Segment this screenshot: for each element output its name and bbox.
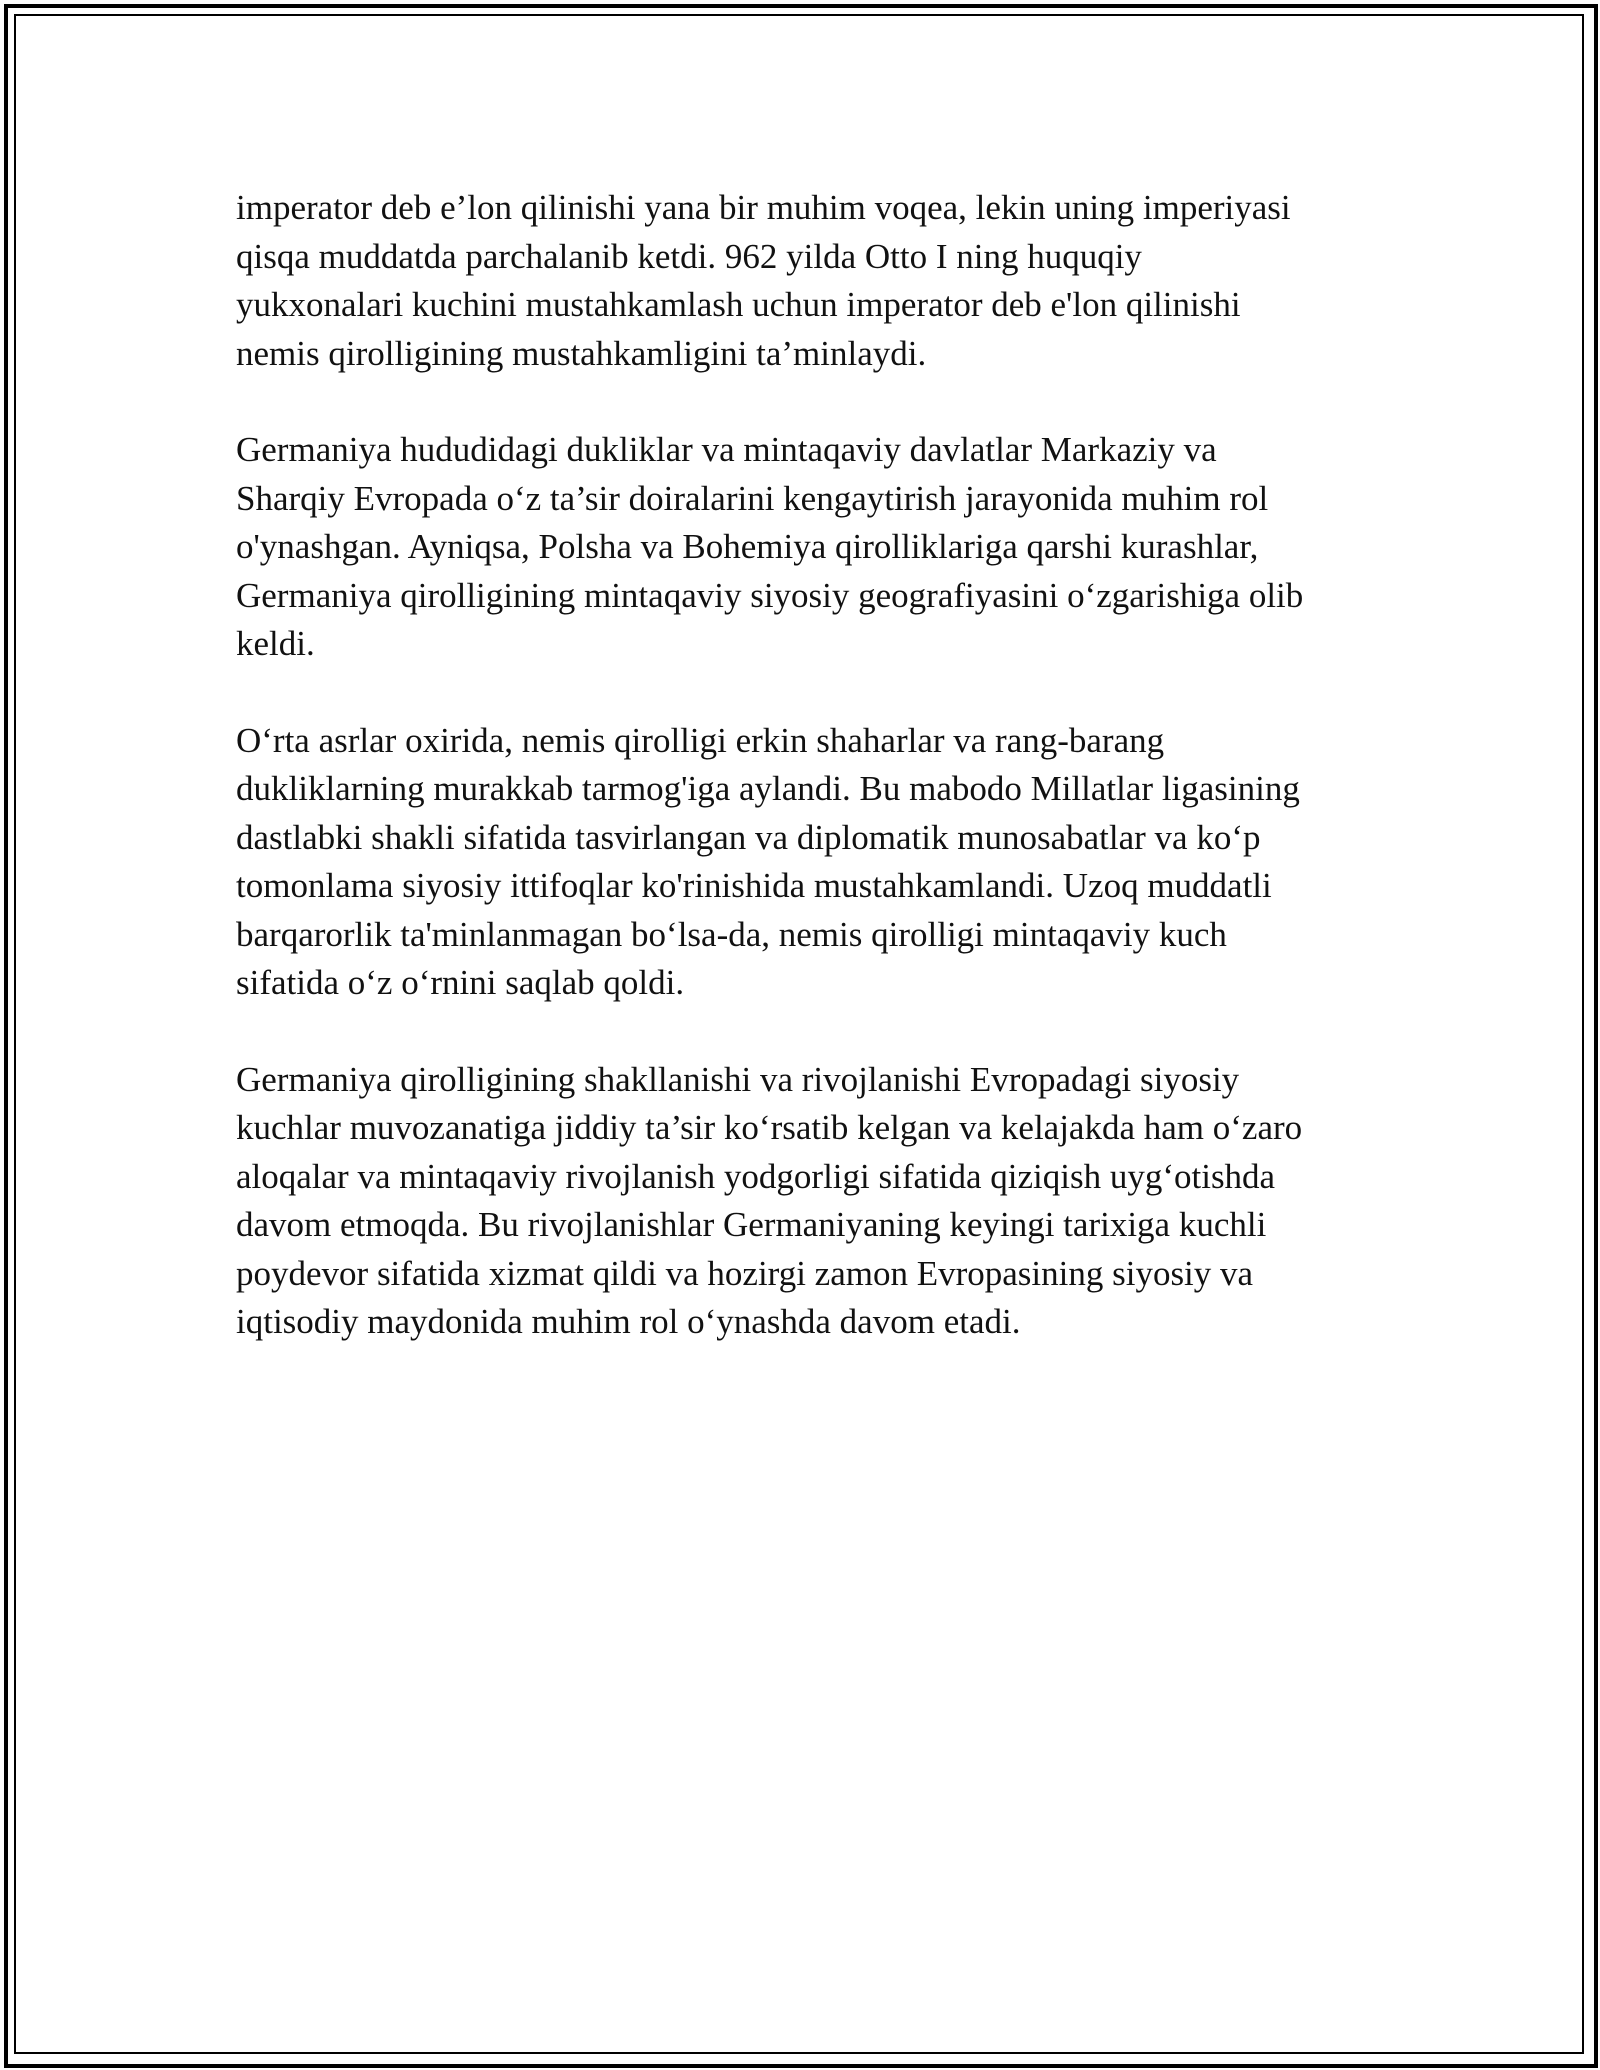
paragraph-1: imperator deb e’lon qilinishi yana bir muhim voqea, lekin uning imperiyasi qisqa muddatda parchalanib ketdi. 962 yilda Otto I ning huquqiy yukxonalari kuchini mustahkamlash uchun imperator deb e'lon qilinishi nemis qirolligining mustahkamligini ta’minlaydi.: [236, 188, 1291, 373]
document-body: [236, 184, 1366, 1395]
paragraph-2: Germaniya hududidagi dukliklar va mintaqaviy davlatlar Markaziy va Sharqiy Evropada o‘z ta’sir doiralarini kengaytirish jarayonida muhim rol o'ynashgan. Ayniqsa, Polsha va Bohemiya qirolliklariga qarshi kurashlar, Germaniya qirolligining mintaqaviy siyosiy geografiyasini o‘zgarishiga olib keldi.: [236, 430, 1304, 663]
paragraph-3: O‘rta asrlar oxirida, nemis qirolligi erkin shaharlar va rang-barang dukliklarning murakkab tarmog'iga aylandi. Bu mabodo Millatlar ligasining dastlabki shakli sifatida tasvirlangan va diplomatik munosabatlar va ko‘p tomonlama siyosiy ittifoqlar ko'rinishida mustahkamlandi. Uzoq muddatli barqarorlik ta'minlanmagan bo‘lsa-da, nemis qirolligi mintaqaviy kuch sifatida o‘z o‘rnini saqlab qoldi.: [236, 720, 1300, 1002]
paragraph-4: Germaniya qirolligining shakllanishi va rivojlanishi Evropadagi siyosiy kuchlar muvozanatiga jiddiy ta’sir ko‘rsatib kelgan va kelajakda ham o‘zaro aloqalar va mintaqaviy rivojlanish yodgorligi sifatida qiziqish uyg‘otishda davom etmoqda. Bu rivojlanishlar Germaniyaning keyingi tarixiga kuchli poydevor sifatida xizmat qildi va hozirgi zamon Evropasining siyosiy va iqtisodiy maydonida muhim rol o‘ynashda davom etadi.: [236, 1059, 1303, 1341]
